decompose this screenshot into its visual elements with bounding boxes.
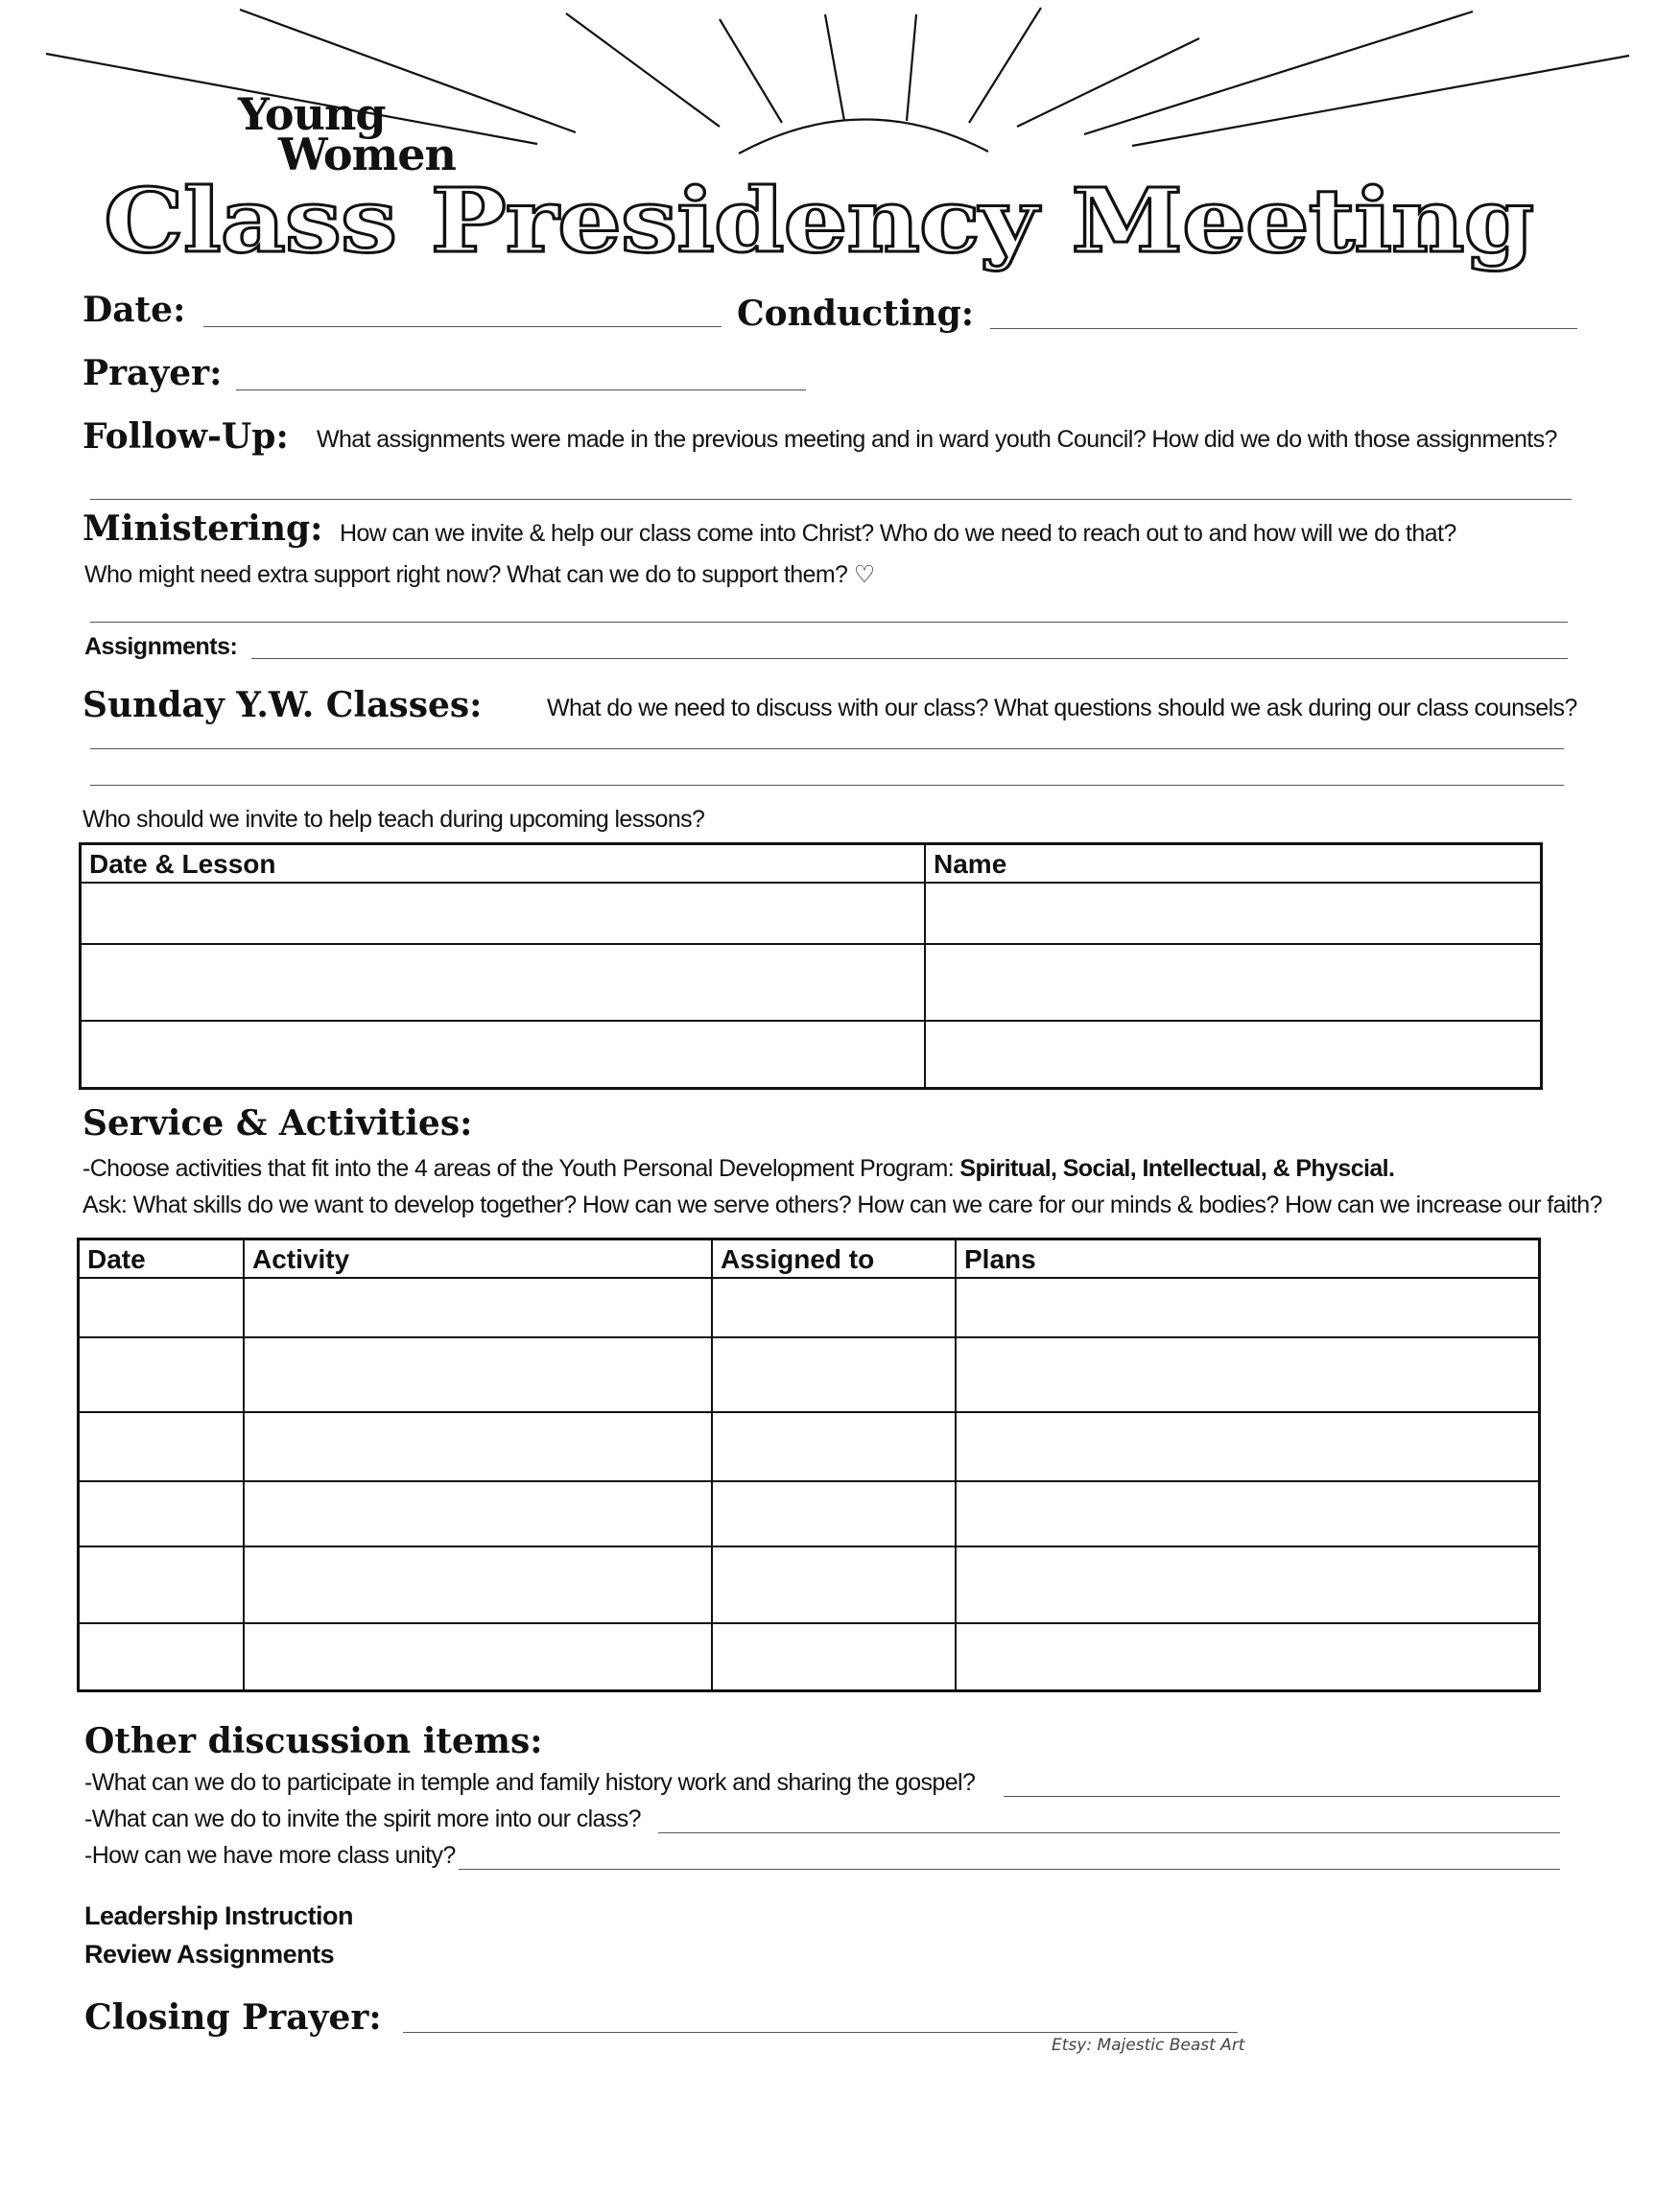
- assignments-line[interactable]: [251, 658, 1568, 659]
- activities-table-header: [79, 1239, 1540, 1279]
- lesson-table: [79, 842, 1543, 1090]
- table-row: [81, 944, 1542, 1021]
- col-plans: Plans: [956, 1239, 1540, 1279]
- plans-cell[interactable]: [956, 1546, 1540, 1623]
- date-cell[interactable]: [79, 1337, 245, 1412]
- service-line-1-prefix: -Choose activities that fit into the 4 areas of the Youth Personal Development Program:: [83, 1155, 960, 1182]
- activity-cell[interactable]: [244, 1278, 712, 1337]
- table-row: [81, 883, 1542, 944]
- sunday-classes-question: What do we need to discuss with our class? What questions should we ask during our class counsels?: [547, 695, 1577, 721]
- other-item-3: -How can we have more class unity?: [84, 1842, 456, 1869]
- young-label: Young: [238, 88, 386, 140]
- activity-cell[interactable]: [244, 1546, 712, 1623]
- name-cell[interactable]: [925, 883, 1542, 944]
- table-row: [79, 1481, 1540, 1546]
- closing-prayer-line[interactable]: [403, 2032, 1238, 2033]
- lesson-table-header: [81, 844, 1542, 884]
- sunday-classes-label: Sunday Y.W. Classes:: [83, 685, 483, 725]
- ministering-question-2: Who might need extra support right now? What can we do to support them? ♡: [84, 561, 875, 588]
- other-label: Other discussion items:: [84, 1721, 543, 1761]
- prayer-label: Prayer:: [83, 353, 223, 393]
- name-cell[interactable]: [925, 944, 1542, 1021]
- table-row: [79, 1337, 1540, 1412]
- other-item-2: -What can we do to invite the spirit more into our class?: [84, 1806, 641, 1832]
- other-item-2-line[interactable]: [658, 1832, 1560, 1833]
- prayer-field-line[interactable]: [236, 389, 806, 390]
- follow-up-question: What assignments were made in the previous meeting and in ward youth Council? How did we do with those assignments?: [317, 426, 1557, 453]
- col-name: Name: [925, 844, 1542, 884]
- review-assignments: Review Assignments: [84, 1940, 335, 1969]
- ministering-line[interactable]: [90, 622, 1568, 623]
- assigned-cell[interactable]: [712, 1481, 956, 1546]
- activity-cell[interactable]: [244, 1481, 712, 1546]
- table-row: [79, 1412, 1540, 1481]
- ministering-label: Ministering:: [83, 508, 323, 549]
- date-cell[interactable]: [79, 1278, 245, 1337]
- date-label: Date:: [83, 290, 186, 330]
- follow-up-label: Follow-Up:: [83, 416, 289, 457]
- lesson-cell[interactable]: [81, 1021, 926, 1088]
- sunday-line-2[interactable]: [90, 785, 1564, 786]
- date-cell[interactable]: [79, 1481, 245, 1546]
- sunday-line-1[interactable]: [90, 748, 1564, 749]
- col-activity: Activity: [244, 1239, 712, 1279]
- assigned-cell[interactable]: [712, 1546, 956, 1623]
- etsy-signature: Etsy: Majestic Beast Art: [1052, 2036, 1245, 2055]
- lesson-cell[interactable]: [81, 883, 926, 944]
- table-row: [79, 1546, 1540, 1623]
- date-cell[interactable]: [79, 1623, 245, 1690]
- title-text: Class Presidency Meeting: [104, 169, 1533, 272]
- activity-cell[interactable]: [244, 1337, 712, 1412]
- assigned-cell[interactable]: [712, 1412, 956, 1481]
- col-date: Date: [79, 1239, 245, 1279]
- plans-cell[interactable]: [956, 1623, 1540, 1690]
- other-item-1: -What can we do to participate in temple and family history work and sharing the gospel?: [84, 1769, 976, 1796]
- invite-question: Who should we invite to help teach during upcoming lessons?: [83, 806, 705, 833]
- women-label: Women: [278, 129, 456, 180]
- assignments-label: Assignments:: [84, 633, 238, 660]
- conducting-field-line[interactable]: [990, 328, 1577, 329]
- closing-prayer-label: Closing Prayer:: [84, 1997, 382, 2038]
- date-cell[interactable]: [79, 1546, 245, 1623]
- col-assigned-to: Assigned to: [712, 1239, 956, 1279]
- plans-cell[interactable]: [956, 1337, 1540, 1412]
- plans-cell[interactable]: [956, 1412, 1540, 1481]
- other-item-1-line[interactable]: [1004, 1796, 1560, 1797]
- assigned-cell[interactable]: [712, 1623, 956, 1690]
- activity-cell[interactable]: [244, 1623, 712, 1690]
- service-line-2: Ask: What skills do we want to develop together? How can we serve others? How can we care for our minds & bodies? How can we increase our faith?: [83, 1192, 1602, 1218]
- follow-up-line[interactable]: [90, 499, 1572, 500]
- date-cell[interactable]: [79, 1412, 245, 1481]
- assigned-cell[interactable]: [712, 1337, 956, 1412]
- activities-table: [77, 1238, 1541, 1692]
- assigned-cell[interactable]: [712, 1278, 956, 1337]
- leadership-instruction: Leadership Instruction: [84, 1901, 354, 1930]
- table-row: [81, 1021, 1542, 1088]
- service-areas-bold: Spiritual, Social, Intellectual, & Physcial.: [959, 1155, 1395, 1182]
- conducting-label: Conducting:: [737, 294, 975, 334]
- activity-cell[interactable]: [244, 1412, 712, 1481]
- service-label: Service & Activities:: [83, 1103, 473, 1144]
- plans-cell[interactable]: [956, 1481, 1540, 1546]
- table-row: [79, 1623, 1540, 1690]
- lesson-cell[interactable]: [81, 944, 926, 1021]
- ministering-question-1: How can we invite & help our class come into Christ? Who do we need to reach out to and how will we do that?: [340, 520, 1456, 547]
- name-cell[interactable]: [925, 1021, 1542, 1088]
- plans-cell[interactable]: [956, 1278, 1540, 1337]
- table-row: [79, 1278, 1540, 1337]
- date-field-line[interactable]: [203, 326, 722, 327]
- col-date-lesson: Date & Lesson: [81, 844, 926, 884]
- service-line-1: [83, 1155, 1394, 1183]
- other-item-3-line[interactable]: [459, 1869, 1560, 1870]
